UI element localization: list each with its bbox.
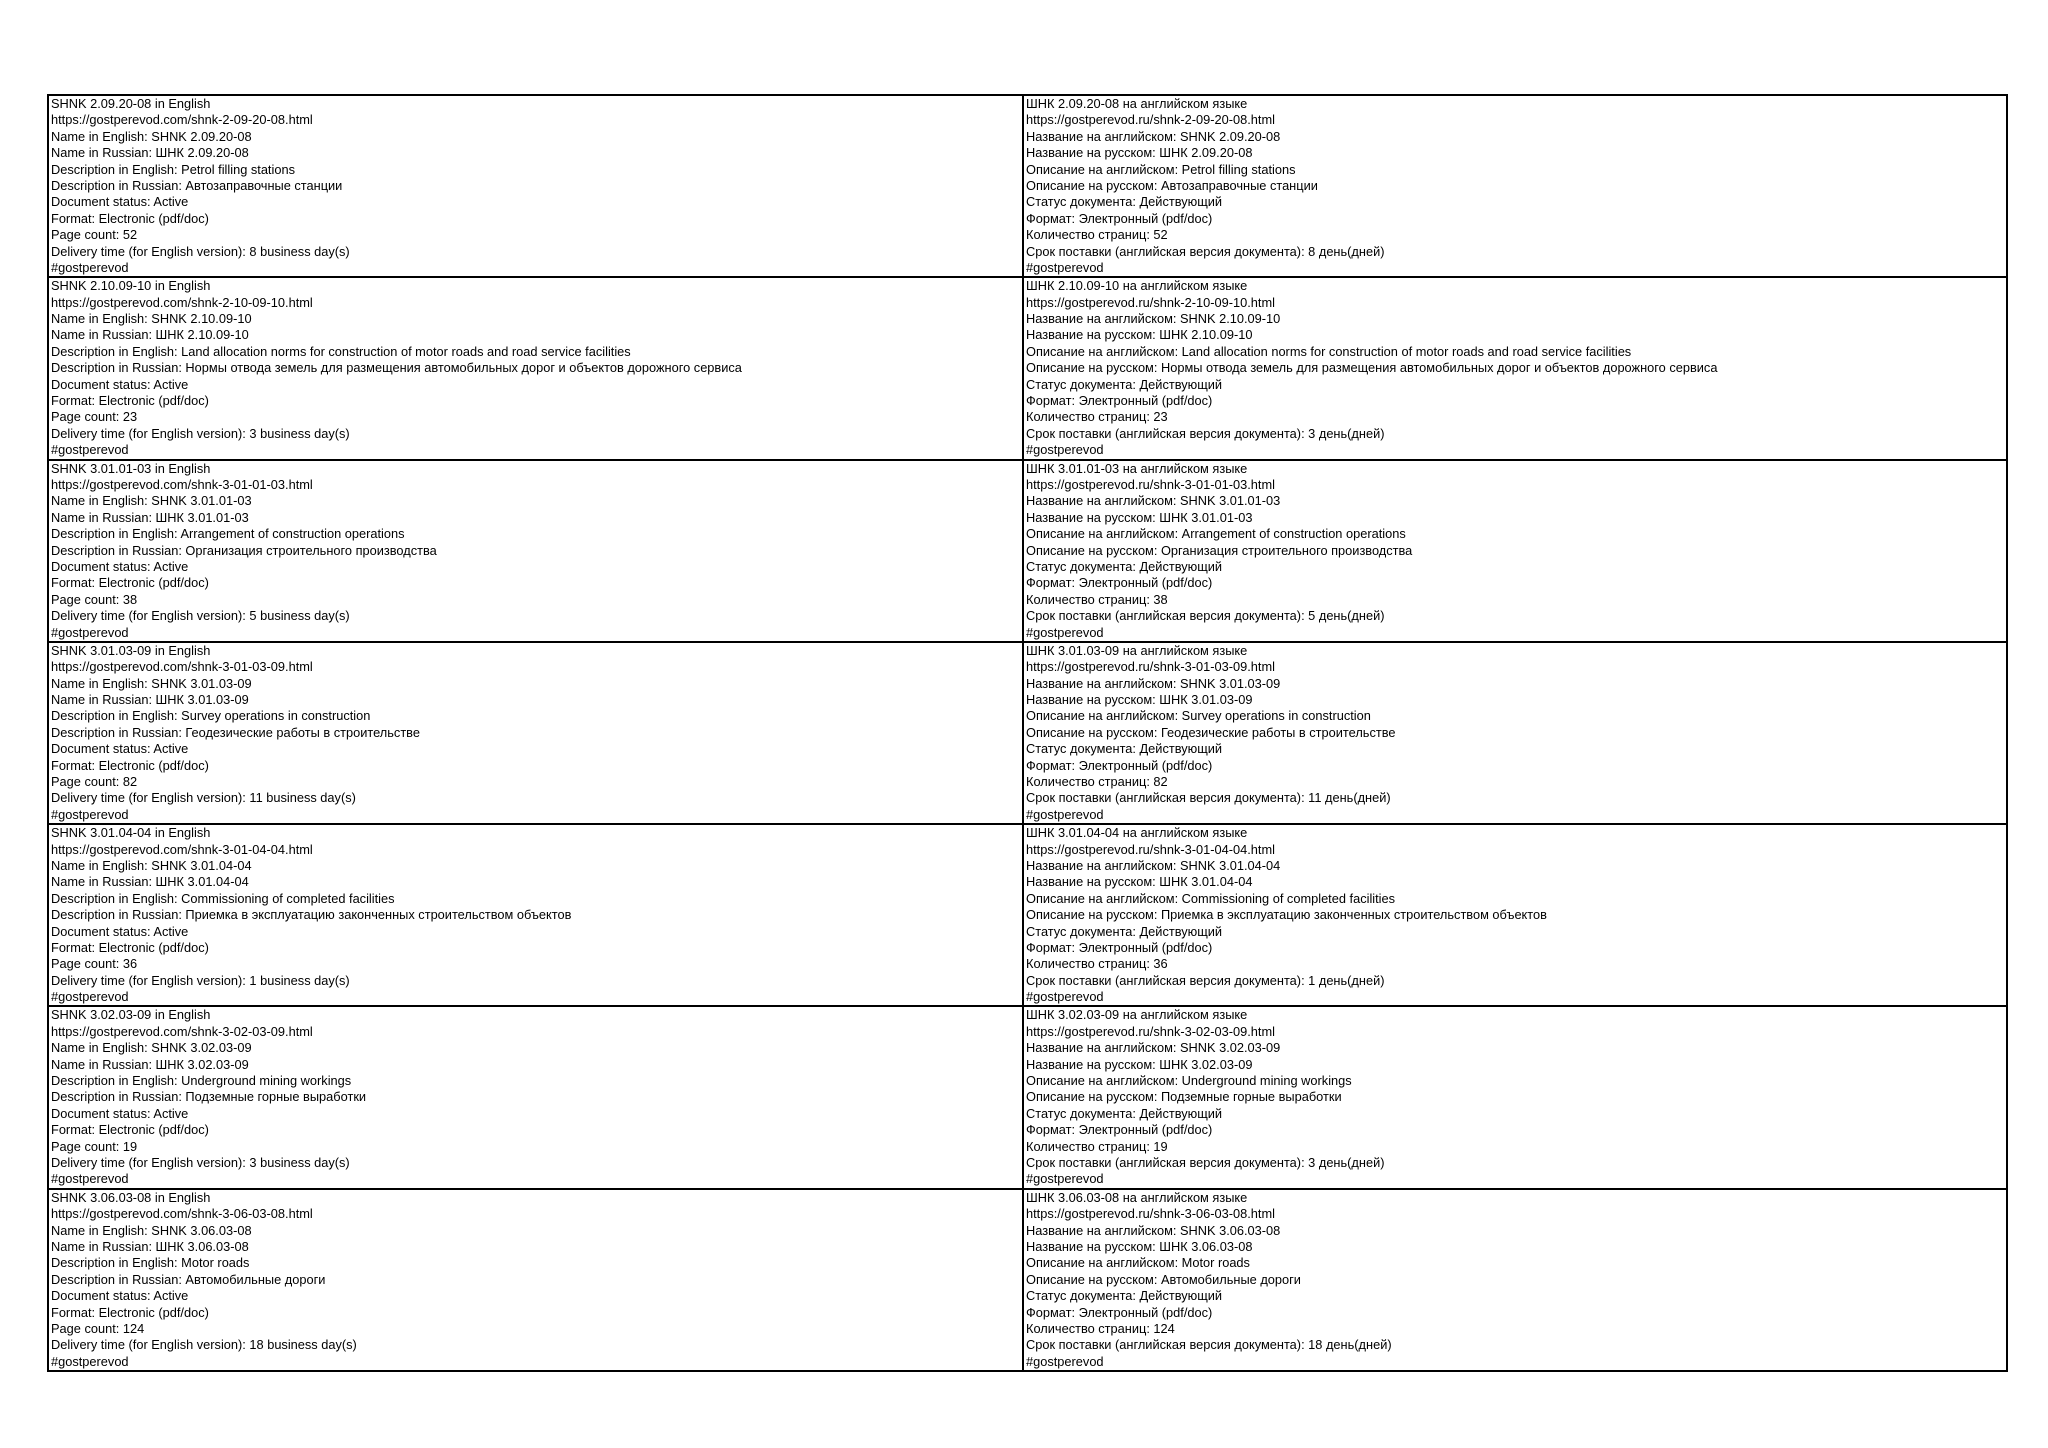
russian-cell [1023, 277, 2007, 459]
name-russian-ru: Название на русском: ШНК 3.01.03-09 [1026, 692, 1253, 708]
hashtag-en: #gostperevod [51, 806, 129, 822]
description-english-ru: Описание на английском: Underground mining workings [1026, 1073, 1352, 1089]
doc-title-en: SHNK 3.06.03-08 in English [51, 1189, 211, 1205]
doc-title-ru: ШНК 3.01.01-03 на английском языке [1026, 460, 1248, 476]
hashtag-en: #gostperevod [51, 259, 129, 275]
name-english-en: Name in English: SHNK 2.10.09-10 [51, 311, 252, 327]
name-english-en: Name in English: SHNK 3.06.03-08 [51, 1222, 252, 1238]
document-status-ru: Статус документа: Действующий [1026, 1288, 1223, 1304]
name-english-en: Name in English: SHNK 3.01.01-03 [51, 493, 252, 509]
name-english-ru: Название на английском: SHNK 3.01.01-03 [1026, 493, 1281, 509]
name-russian-en: Name in Russian: ШНК 3.02.03-09 [51, 1056, 249, 1072]
english-cell [48, 1189, 1023, 1371]
doc-url-en[interactable]: https://gostperevod.com/shnk-3-01-04-04.html [51, 841, 313, 857]
name-russian-en: Name in Russian: ШНК 3.01.01-03 [51, 509, 249, 525]
document-format-ru: Формат: Электронный (pdf/doc) [1026, 939, 1213, 955]
english-cell [48, 1006, 1023, 1188]
doc-url-en[interactable]: https://gostperevod.com/shnk-3-01-03-09.html [51, 659, 313, 675]
english-cell [48, 95, 1023, 277]
document-table-body [48, 95, 2007, 1371]
delivery-time-en: Delivery time (for English version): 11 business day(s) [51, 790, 356, 806]
description-russian-en: Description in Russian: Геодезические работы в строительстве [51, 724, 420, 740]
doc-url-en[interactable]: https://gostperevod.com/shnk-2-09-20-08.html [51, 112, 313, 128]
name-english-ru: Название на английском: SHNK 3.02.03-09 [1026, 1040, 1281, 1056]
document-format-ru: Формат: Электронный (pdf/doc) [1026, 210, 1213, 226]
name-russian-ru: Название на русском: ШНК 2.10.09-10 [1026, 327, 1253, 343]
name-russian-en: Name in Russian: ШНК 2.10.09-10 [51, 327, 249, 343]
document-status-ru: Статус документа: Действующий [1026, 558, 1223, 574]
delivery-time-ru: Срок поставки (английская версия документа): 1 день(дней) [1026, 972, 1385, 988]
table-row [48, 824, 2007, 1006]
description-english-en: Description in English: Petrol filling stations [51, 161, 295, 177]
description-russian-ru: Описание на русском: Автомобильные дороги [1026, 1271, 1301, 1287]
doc-url-en[interactable]: https://gostperevod.com/shnk-3-06-03-08.html [51, 1206, 313, 1222]
russian-cell [1023, 95, 2007, 277]
doc-title-ru: ШНК 2.09.20-08 на английском языке [1026, 96, 1248, 111]
delivery-time-en: Delivery time (for English version): 1 business day(s) [51, 972, 350, 988]
doc-title-en: SHNK 3.01.01-03 in English [51, 460, 211, 476]
description-english-ru: Описание на английском: Petrol filling stations [1026, 161, 1296, 177]
document-status-ru: Статус документа: Действующий [1026, 194, 1223, 210]
hashtag-ru: #gostperevod [1026, 624, 1104, 640]
russian-cell [1023, 824, 2007, 1006]
document-status-en: Document status: Active [51, 1288, 189, 1304]
description-russian-en: Description in Russian: Нормы отвода земель для размещения автомобильных дорог и объектов дорожного сервиса [51, 360, 742, 376]
page-count-ru: Количество страниц: 19 [1026, 1138, 1168, 1154]
description-russian-en: Description in Russian: Автомобильные дороги [51, 1271, 326, 1287]
hashtag-ru: #gostperevod [1026, 259, 1104, 275]
description-english-ru: Описание на английском: Survey operations in construction [1026, 708, 1371, 724]
english-cell [48, 642, 1023, 824]
document-format-ru: Формат: Электронный (pdf/doc) [1026, 1304, 1213, 1320]
delivery-time-ru: Срок поставки (английская версия документа): 5 день(дней) [1026, 608, 1385, 624]
doc-url-ru[interactable]: https://gostperevod.ru/shnk-3-02-03-09.html [1026, 1023, 1275, 1039]
page-count-ru: Количество страниц: 82 [1026, 774, 1168, 790]
table-row [48, 1189, 2007, 1371]
page-count-ru: Количество страниц: 38 [1026, 591, 1168, 607]
description-english-en: Description in English: Survey operations in construction [51, 708, 371, 724]
document-status-en: Document status: Active [51, 1105, 189, 1121]
description-russian-ru: Описание на русском: Автозаправочные станции [1026, 177, 1318, 193]
description-russian-en: Description in Russian: Приемка в эксплуатацию законченных строительством объектов [51, 907, 572, 923]
description-russian-ru: Описание на русском: Геодезические работы в строительстве [1026, 724, 1396, 740]
description-english-ru: Описание на английском: Arrangement of construction operations [1026, 526, 1406, 542]
delivery-time-en: Delivery time (for English version): 5 business day(s) [51, 608, 350, 624]
table-row [48, 95, 2007, 277]
doc-url-ru[interactable]: https://gostperevod.ru/shnk-3-06-03-08.html [1026, 1206, 1275, 1222]
document-format-en: Format: Electronic (pdf/doc) [51, 1122, 209, 1138]
description-english-en: Description in English: Land allocation norms for construction of motor roads and road service facilities [51, 343, 631, 359]
page-count-ru: Количество страниц: 36 [1026, 956, 1168, 972]
page-count-en: Page count: 36 [51, 956, 138, 972]
hashtag-ru: #gostperevod [1026, 806, 1104, 822]
description-russian-ru: Описание на русском: Приемка в эксплуатацию законченных строительством объектов [1026, 907, 1547, 923]
description-russian-ru: Описание на русском: Организация строительного производства [1026, 542, 1413, 558]
page-count-ru: Количество страниц: 52 [1026, 227, 1168, 243]
delivery-time-en: Delivery time (for English version): 3 business day(s) [51, 1155, 350, 1170]
description-russian-ru: Описание на русском: Нормы отвода земель для размещения автомобильных дорог и объектов дорожного сервиса [1026, 360, 1718, 376]
name-russian-en: Name in Russian: ШНК 3.06.03-08 [51, 1238, 249, 1254]
description-english-ru: Описание на английском: Land allocation norms for construction of motor roads and road service facilities [1026, 343, 1632, 359]
hashtag-en: #gostperevod [51, 1171, 129, 1187]
name-english-ru: Название на английском: SHNK 3.01.04-04 [1026, 857, 1281, 873]
name-russian-ru: Название на русском: ШНК 3.01.01-03 [1026, 509, 1253, 525]
document-status-ru: Статус документа: Действующий [1026, 376, 1223, 392]
russian-cell [1023, 1189, 2007, 1371]
hashtag-ru: #gostperevod [1026, 989, 1104, 1005]
document-format-en: Format: Electronic (pdf/doc) [51, 210, 209, 226]
name-russian-ru: Название на русском: ШНК 3.02.03-09 [1026, 1056, 1253, 1072]
doc-title-ru: ШНК 3.06.03-08 на английском языке [1026, 1189, 1248, 1205]
doc-url-ru[interactable]: https://gostperevod.ru/shnk-3-01-04-04.html [1026, 841, 1275, 857]
name-english-ru: Название на английском: SHNK 2.10.09-10 [1026, 311, 1281, 327]
doc-title-en: SHNK 3.02.03-09 in English [51, 1007, 211, 1023]
description-english-ru: Описание на английском: Motor roads [1026, 1255, 1250, 1271]
doc-url-ru[interactable]: https://gostperevod.ru/shnk-2-09-20-08.html [1026, 112, 1275, 128]
doc-title-ru: ШНК 2.10.09-10 на английском языке [1026, 278, 1248, 294]
page-count-en: Page count: 52 [51, 227, 138, 243]
doc-url-en[interactable]: https://gostperevod.com/shnk-3-02-03-09.html [51, 1023, 313, 1039]
description-english-en: Description in English: Commissioning of completed facilities [51, 890, 395, 906]
document-format-en: Format: Electronic (pdf/doc) [51, 575, 209, 591]
delivery-time-ru: Срок поставки (английская версия документа): 8 день(дней) [1026, 243, 1385, 259]
hashtag-en: #gostperevod [51, 442, 129, 458]
doc-title-en: SHNK 2.10.09-10 in English [51, 278, 211, 294]
doc-title-ru: ШНК 3.01.03-09 на английском языке [1026, 642, 1248, 658]
page-count-en: Page count: 23 [51, 409, 138, 425]
delivery-time-en: Delivery time (for English version): 8 business day(s) [51, 243, 350, 259]
delivery-time-ru: Срок поставки (английская версия документа): 3 день(дней) [1026, 425, 1385, 441]
document-format-ru: Формат: Электронный (pdf/doc) [1026, 393, 1213, 409]
name-english-ru: Название на английском: SHNK 3.06.03-08 [1026, 1222, 1281, 1238]
description-russian-en: Description in Russian: Организация строительного производства [51, 542, 437, 558]
page-count-en: Page count: 124 [51, 1320, 145, 1336]
russian-cell [1023, 642, 2007, 824]
doc-url-ru[interactable]: https://gostperevod.ru/shnk-3-01-01-03.html [1026, 476, 1275, 492]
page-count-en: Page count: 19 [51, 1138, 138, 1154]
delivery-time-ru: Срок поставки (английская версия документа): 18 день(дней) [1026, 1337, 1392, 1353]
document-format-ru: Формат: Электронный (pdf/doc) [1026, 1122, 1213, 1138]
document-format-en: Format: Electronic (pdf/doc) [51, 939, 209, 955]
description-english-en: Description in English: Arrangement of construction operations [51, 526, 405, 542]
name-russian-ru: Название на русском: ШНК 3.06.03-08 [1026, 1238, 1253, 1254]
document-status-ru: Статус документа: Действующий [1026, 1105, 1223, 1121]
doc-url-en[interactable]: https://gostperevod.com/shnk-2-10-09-10.html [51, 294, 313, 310]
document-status-en: Document status: Active [51, 923, 189, 939]
document-table [47, 94, 2008, 1372]
name-russian-ru: Название на русском: ШНК 3.01.04-04 [1026, 874, 1253, 890]
russian-cell [1023, 1006, 2007, 1188]
document-format-ru: Формат: Электронный (pdf/doc) [1026, 757, 1213, 773]
doc-title-ru: ШНК 3.02.03-09 на английском языке [1026, 1007, 1248, 1023]
english-cell [48, 460, 1023, 642]
name-russian-en: Name in Russian: ШНК 2.09.20-08 [51, 145, 249, 161]
document-format-en: Format: Electronic (pdf/doc) [51, 1304, 209, 1320]
name-english-en: Name in English: SHNK 3.01.04-04 [51, 857, 252, 873]
description-russian-en: Description in Russian: Автозаправочные станции [51, 177, 343, 193]
english-cell [48, 824, 1023, 1006]
delivery-time-en: Delivery time (for English version): 18 business day(s) [51, 1337, 357, 1353]
english-cell [48, 277, 1023, 459]
hashtag-ru: #gostperevod [1026, 442, 1104, 458]
description-russian-ru: Описание на русском: Подземные горные выработки [1026, 1089, 1342, 1105]
document-status-en: Document status: Active [51, 741, 189, 757]
name-english-ru: Название на английском: SHNK 3.01.03-09 [1026, 675, 1281, 691]
document-format-ru: Формат: Электронный (pdf/doc) [1026, 575, 1213, 591]
description-english-ru: Описание на английском: Commissioning of completed facilities [1026, 890, 1396, 906]
page-count-ru: Количество страниц: 124 [1026, 1320, 1175, 1336]
doc-title-ru: ШНК 3.01.04-04 на английском языке [1026, 825, 1248, 841]
name-english-ru: Название на английском: SHNK 2.09.20-08 [1026, 128, 1281, 144]
document-status-ru: Статус документа: Действующий [1026, 923, 1223, 939]
description-english-en: Description in English: Motor roads [51, 1255, 250, 1271]
hashtag-ru: #gostperevod [1026, 1353, 1104, 1369]
table-row [48, 460, 2007, 642]
delivery-time-ru: Срок поставки (английская версия документа): 3 день(дней) [1026, 1155, 1385, 1170]
delivery-time-en: Delivery time (for English version): 3 business day(s) [51, 425, 350, 441]
name-english-en: Name in English: SHNK 3.01.03-09 [51, 675, 252, 691]
doc-title-en: SHNK 3.01.03-09 in English [51, 642, 211, 658]
doc-title-en: SHNK 2.09.20-08 in English [51, 96, 211, 111]
hashtag-ru: #gostperevod [1026, 1171, 1104, 1187]
name-russian-ru: Название на русском: ШНК 2.09.20-08 [1026, 145, 1253, 161]
name-russian-en: Name in Russian: ШНК 3.01.04-04 [51, 874, 249, 890]
description-english-en: Description in English: Underground mining workings [51, 1073, 352, 1089]
hashtag-en: #gostperevod [51, 1353, 129, 1369]
document-status-en: Document status: Active [51, 376, 189, 392]
page-count-ru: Количество страниц: 23 [1026, 409, 1168, 425]
document-format-en: Format: Electronic (pdf/doc) [51, 393, 209, 409]
hashtag-en: #gostperevod [51, 989, 129, 1005]
hashtag-en: #gostperevod [51, 624, 129, 640]
doc-url-en[interactable]: https://gostperevod.com/shnk-3-01-01-03.html [51, 476, 313, 492]
document-status-en: Document status: Active [51, 558, 189, 574]
document-status-en: Document status: Active [51, 194, 189, 210]
description-russian-en: Description in Russian: Подземные горные выработки [51, 1089, 367, 1105]
name-english-en: Name in English: SHNK 3.02.03-09 [51, 1040, 252, 1056]
table-row [48, 277, 2007, 459]
name-english-en: Name in English: SHNK 2.09.20-08 [51, 128, 252, 144]
name-russian-en: Name in Russian: ШНК 3.01.03-09 [51, 692, 249, 708]
doc-url-ru[interactable]: https://gostperevod.ru/shnk-2-10-09-10.html [1026, 294, 1275, 310]
document-format-en: Format: Electronic (pdf/doc) [51, 757, 209, 773]
russian-cell [1023, 460, 2007, 642]
delivery-time-ru: Срок поставки (английская версия документа): 11 день(дней) [1026, 790, 1391, 806]
document-status-ru: Статус документа: Действующий [1026, 741, 1223, 757]
doc-url-ru[interactable]: https://gostperevod.ru/shnk-3-01-03-09.html [1026, 659, 1275, 675]
page-count-en: Page count: 82 [51, 774, 138, 790]
page-count-en: Page count: 38 [51, 591, 138, 607]
doc-title-en: SHNK 3.01.04-04 in English [51, 825, 211, 841]
table-row [48, 1006, 2007, 1188]
table-row [48, 642, 2007, 824]
